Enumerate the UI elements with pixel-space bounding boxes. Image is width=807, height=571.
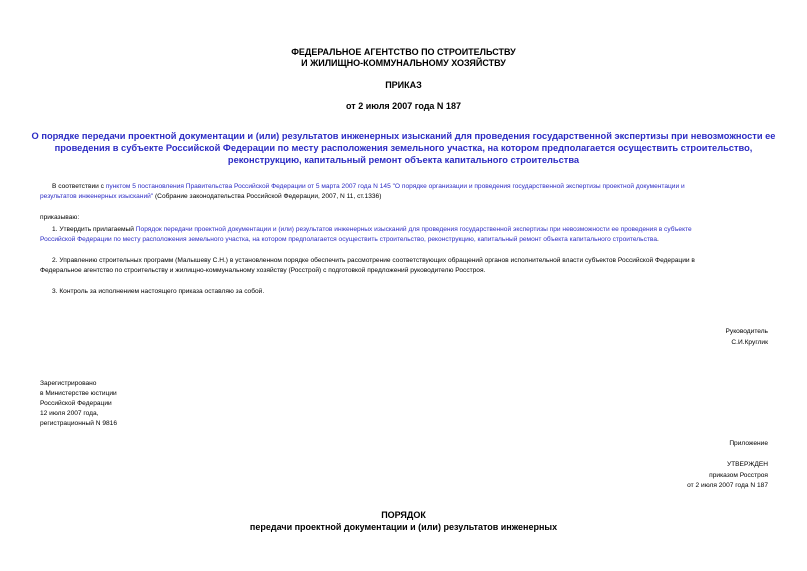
procedure-link[interactable]: Порядок передачи проектной документации и (или) результатов инженерных изысканий для проведения государственной экспертизы при невозможности ее проведения в субъекте	[135, 226, 692, 233]
agency-name-line1: ФЕДЕРАЛЬНОЕ АГЕНТСТВО ПО СТРОИТЕЛЬСТВУ	[291, 47, 516, 57]
registration-line4: 12 июля 2007 года,	[40, 410, 99, 417]
item-2-line2: Федеральное агентство по строительству и жилищно-коммунальному хозяйству (Росстрой) с подготовкой предложений руководителю Росстроя.	[40, 267, 486, 274]
title-line3[interactable]: реконструкцию, капитальный ремонт объекта капитального строительства	[227, 155, 580, 165]
item-3: 3. Контроль за исполнением настоящего приказа оставляю за собой.	[52, 288, 265, 295]
appendix-approved: УТВЕРЖДЕН	[726, 461, 768, 468]
item-1-prefix: 1. Утвердить прилагаемый	[52, 226, 136, 233]
doc-type: ПРИКАЗ	[385, 80, 422, 90]
registration-line2: в Министерстве юстиции	[40, 390, 117, 397]
registration-line5: регистрационный N 9816	[40, 420, 118, 427]
agency-name-line2: И ЖИЛИЩНО-КОММУНАЛЬНОМУ ХОЗЯЙСТВУ	[301, 58, 506, 68]
item-2-line1: 2. Управлению строительных программ (Малышеву С.Н.) в установленном порядке обеспечить рассмотрение соответствующих обращений органов исполнительной власти субъектов Российской Федерации в	[52, 257, 695, 264]
item-1	[52, 225, 782, 235]
appendix-by-order: приказом Росстроя	[709, 472, 768, 479]
registration-line3: Российской Федерации	[40, 400, 112, 407]
preamble	[52, 182, 782, 192]
signature-name: С.И.Круглик	[731, 339, 768, 346]
section-title: ПОРЯДОК	[381, 510, 426, 520]
signature-position: Руководитель	[725, 328, 768, 335]
appendix-label: Приложение	[729, 440, 768, 447]
item-1-cont	[40, 235, 780, 245]
preamble-prefix: В соответствии с	[52, 183, 106, 190]
item-1-suffix: .	[657, 236, 659, 243]
appendix-date: от 2 июля 2007 года N 187	[687, 482, 768, 489]
order-word: приказываю:	[40, 214, 80, 221]
registration-line1: Зарегистрировано	[40, 380, 97, 387]
title-line2[interactable]: проведения в субъекте Российской Федерации по месту расположения земельного участка, на котором предполагается осуществить строительство,	[54, 143, 753, 153]
government-decree-link-cont[interactable]: результатов инженерных изысканий"	[40, 193, 154, 200]
preamble-cont	[40, 192, 780, 202]
section-subtitle: передачи проектной документации и (или) результатов инженерных	[249, 522, 558, 532]
title-line1[interactable]: О порядке передачи проектной документации и (или) результатов инженерных изысканий для проведения государственной экспертизы при невозможности ее	[31, 131, 776, 141]
procedure-link-cont[interactable]: Российской Федерации по месту расположения земельного участка, на котором предполагается осуществить строительство, реконструкцию, капитальный ремонт объекта капитального строительства	[40, 236, 658, 243]
preamble-suffix: (Собрание законодательства Российской Федерации, 2007, N 11, ст.1336)	[153, 193, 382, 200]
government-decree-link[interactable]: пунктом 5 постановления Правительства Российской Федерации от 5 марта 2007 года N 145 "О порядке организации и проведения государственной экспертизы проектной документации и	[105, 183, 685, 190]
doc-date: от 2 июля 2007 года N 187	[346, 101, 461, 111]
